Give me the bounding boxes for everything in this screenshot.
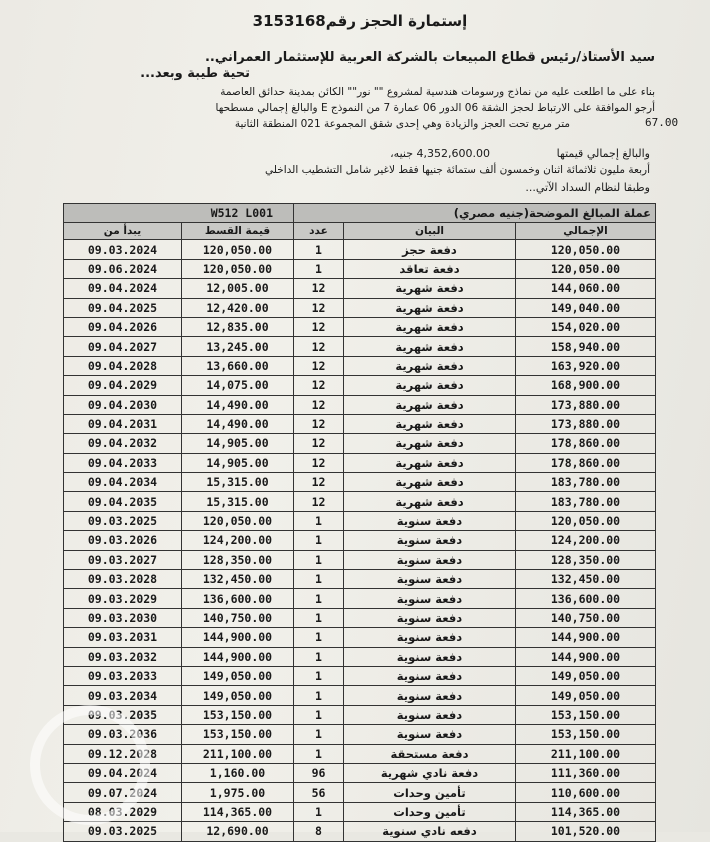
total-cell: 154,020.00 (516, 317, 656, 336)
form-title: إستمارة الحجز رقم3153168 (252, 12, 468, 30)
start-date-cell: 09.12.2028 (64, 744, 182, 763)
count-cell: 1 (294, 608, 344, 627)
count-cell: 1 (294, 647, 344, 666)
unit-codes: W512 L001 (64, 204, 294, 223)
start-date-cell: 09.04.2028 (64, 356, 182, 375)
start-date-cell: 09.03.2024 (64, 240, 182, 259)
installment-cell: 211,100.00 (182, 744, 294, 763)
installment-cell: 120,050.00 (182, 240, 294, 259)
count-cell: 1 (294, 511, 344, 530)
description-cell: دفعة سنوية (344, 705, 516, 724)
start-date-cell: 09.04.2030 (64, 395, 182, 414)
count-cell: 12 (294, 414, 344, 433)
table-row (64, 589, 656, 608)
installment-cell: 1,160.00 (182, 763, 294, 782)
description-cell: دفعة حجز (344, 240, 516, 259)
description-cell: دفعة شهرية (344, 453, 516, 472)
installment-cell: 149,050.00 (182, 686, 294, 705)
start-date-cell: 09.04.2025 (64, 298, 182, 317)
start-date-cell: 09.03.2036 (64, 725, 182, 744)
table-row (64, 783, 656, 802)
table-row (64, 628, 656, 647)
letter-line-2: أرجو الموافقة على الارتباط لحجز الشقة 06 الدور 06 عمارة 7 من النموذج E والبالغ إجمالي مسطحها (215, 102, 655, 114)
count-cell: 1 (294, 570, 344, 589)
total-cell: 101,520.00 (516, 822, 656, 841)
installment-cell: 132,450.00 (182, 570, 294, 589)
start-date-cell: 09.04.2024 (64, 279, 182, 298)
table-row (64, 279, 656, 298)
currency-caption: عملة المبالغ الموضحة(جنيه مصري) (294, 204, 656, 223)
description-cell: تأمين وحدات (344, 802, 516, 821)
description-cell: دفعة شهرية (344, 434, 516, 453)
start-date-cell: 09.03.2030 (64, 608, 182, 627)
header-description: البيان (344, 223, 516, 240)
table-row (64, 822, 656, 841)
count-cell: 12 (294, 356, 344, 375)
description-cell: دفعة مستحقة (344, 744, 516, 763)
table-row (64, 356, 656, 375)
start-date-cell: 09.04.2024 (64, 763, 182, 782)
watermark-logo (30, 705, 150, 825)
start-date-cell: 09.03.2026 (64, 531, 182, 550)
count-cell: 12 (294, 492, 344, 511)
description-cell: دفعة شهرية (344, 356, 516, 375)
total-cell: 183,780.00 (516, 492, 656, 511)
table-row (64, 802, 656, 821)
apartment-area: 67.00 (645, 116, 679, 129)
count-cell: 1 (294, 259, 344, 278)
header-total: الإجمالي (516, 223, 656, 240)
installment-cell: 15,315.00 (182, 492, 294, 511)
start-date-cell: 09.04.2035 (64, 492, 182, 511)
description-cell: دفعة سنوية (344, 725, 516, 744)
table-caption-row (64, 204, 656, 223)
payment-intro: وطبقا لنظام السداد الآتي... (525, 181, 650, 194)
total-cell: 149,050.00 (516, 666, 656, 685)
total-cell: 111,360.00 (516, 763, 656, 782)
table-row (64, 453, 656, 472)
start-date-cell: 09.03.2027 (64, 550, 182, 569)
description-cell: دفعة سنوية (344, 531, 516, 550)
total-cell: 128,350.00 (516, 550, 656, 569)
count-cell: 1 (294, 744, 344, 763)
start-date-cell: 09.04.2026 (64, 317, 182, 336)
letter-line-1: بناء على ما اطلعت عليه من نماذج ورسومات هندسية لمشروع "" نور"" الكائن بمدينة حدائق العاصمة (220, 86, 655, 98)
description-cell: دفعة سنوية (344, 686, 516, 705)
start-date-cell: 08.03.2029 (64, 802, 182, 821)
total-cell: 211,100.00 (516, 744, 656, 763)
count-cell: 12 (294, 317, 344, 336)
table-row (64, 240, 656, 259)
count-cell: 1 (294, 705, 344, 724)
start-date-cell: 09.03.2025 (64, 511, 182, 530)
installment-cell: 14,490.00 (182, 395, 294, 414)
description-cell: دفعة سنوية (344, 647, 516, 666)
start-date-cell: 09.03.2029 (64, 589, 182, 608)
installment-cell: 14,905.00 (182, 453, 294, 472)
total-cell: 153,150.00 (516, 705, 656, 724)
count-cell: 1 (294, 628, 344, 647)
total-cell: 124,200.00 (516, 531, 656, 550)
start-date-cell: 09.03.2031 (64, 628, 182, 647)
description-cell: دفعة شهرية (344, 317, 516, 336)
description-cell: دفعة شهرية (344, 298, 516, 317)
start-date-cell: 09.07.2024 (64, 783, 182, 802)
salutation-line: سيد الأستاذ/رئيس قطاع المبيعات بالشركة العربية للإستثمار العمراني.. (204, 50, 655, 65)
installment-cell: 136,600.00 (182, 589, 294, 608)
start-date-cell: 09.06.2024 (64, 259, 182, 278)
start-date-cell: 09.03.2034 (64, 686, 182, 705)
start-date-cell: 09.04.2027 (64, 337, 182, 356)
installment-cell: 128,350.00 (182, 550, 294, 569)
total-cell: 120,050.00 (516, 259, 656, 278)
table-row (64, 317, 656, 336)
total-cell: 120,050.00 (516, 240, 656, 259)
count-cell: 1 (294, 666, 344, 685)
count-cell: 12 (294, 298, 344, 317)
greeting-line: تحية طيبة وبعد... (140, 66, 250, 81)
start-date-cell: 09.04.2034 (64, 473, 182, 492)
count-cell: 1 (294, 589, 344, 608)
table-row (64, 744, 656, 763)
description-cell: دفعة سنوية (344, 608, 516, 627)
total-cell: 132,450.00 (516, 570, 656, 589)
installment-cell: 14,490.00 (182, 414, 294, 433)
count-cell: 12 (294, 395, 344, 414)
total-cell: 110,600.00 (516, 783, 656, 802)
count-cell: 12 (294, 473, 344, 492)
table-row (64, 763, 656, 782)
description-cell: دفعه نادي سنوية (344, 822, 516, 841)
start-date-cell: 09.04.2032 (64, 434, 182, 453)
installment-cell: 14,905.00 (182, 434, 294, 453)
description-cell: دفعة تعاقد (344, 259, 516, 278)
description-cell: دفعة شهرية (344, 395, 516, 414)
count-cell: 12 (294, 453, 344, 472)
start-date-cell: 09.04.2029 (64, 376, 182, 395)
installment-cell: 114,365.00 (182, 802, 294, 821)
table-row (64, 570, 656, 589)
table-row (64, 434, 656, 453)
installment-cell: 153,150.00 (182, 725, 294, 744)
description-cell: دفعة شهرية (344, 414, 516, 433)
total-cell: 144,900.00 (516, 628, 656, 647)
count-cell: 1 (294, 240, 344, 259)
total-cell: 168,900.00 (516, 376, 656, 395)
description-cell: دفعة شهرية (344, 279, 516, 298)
total-cell: 153,150.00 (516, 725, 656, 744)
count-cell: 12 (294, 376, 344, 395)
description-cell: دفعة سنوية (344, 570, 516, 589)
count-cell: 12 (294, 434, 344, 453)
description-cell: دفعة سنوية (344, 589, 516, 608)
count-cell: 12 (294, 279, 344, 298)
installment-cell: 120,050.00 (182, 511, 294, 530)
installment-cell: 140,750.00 (182, 608, 294, 627)
installment-cell: 149,050.00 (182, 666, 294, 685)
total-cell: 178,860.00 (516, 453, 656, 472)
description-cell: دفعة شهرية (344, 376, 516, 395)
table-row (64, 608, 656, 627)
installment-cell: 13,245.00 (182, 337, 294, 356)
table-row (64, 337, 656, 356)
installment-cell: 124,200.00 (182, 531, 294, 550)
total-cell: 140,750.00 (516, 608, 656, 627)
count-cell: 56 (294, 783, 344, 802)
table-row (64, 414, 656, 433)
start-date-cell: 09.04.2031 (64, 414, 182, 433)
total-cell: 149,050.00 (516, 686, 656, 705)
header-start: يبدأ من (64, 223, 182, 240)
header-count: عدد (294, 223, 344, 240)
total-label: والبالغ إجمالي قيمتها (556, 147, 650, 160)
description-cell: دفعة شهرية (344, 473, 516, 492)
header-installment: قيمة القسط (182, 223, 294, 240)
total-cell: 144,060.00 (516, 279, 656, 298)
table-row (64, 473, 656, 492)
table-header-row (64, 223, 656, 240)
description-cell: دفعة شهرية (344, 337, 516, 356)
installment-cell: 120,050.00 (182, 259, 294, 278)
total-cell: 163,920.00 (516, 356, 656, 375)
installment-cell: 12,420.00 (182, 298, 294, 317)
total-value: 4,352,600.00 جنيه، (390, 147, 490, 160)
installment-cell: 12,690.00 (182, 822, 294, 841)
table-row (64, 376, 656, 395)
installment-cell: 12,005.00 (182, 279, 294, 298)
total-in-words: أربعة مليون ثلاثمائة اثنان وخمسون ألف ستمائة جنيها فقط لاغير شامل التشطيب الداخلي (264, 164, 650, 176)
count-cell: 1 (294, 550, 344, 569)
total-cell: 120,050.00 (516, 511, 656, 530)
start-date-cell: 09.03.2032 (64, 647, 182, 666)
total-cell: 114,365.00 (516, 802, 656, 821)
installment-cell: 12,835.00 (182, 317, 294, 336)
start-date-cell: 09.03.2028 (64, 570, 182, 589)
start-date-cell: 09.03.2025 (64, 822, 182, 841)
description-cell: تأمين وحدات (344, 783, 516, 802)
table-row (64, 647, 656, 666)
installment-cell: 1,975.00 (182, 783, 294, 802)
table-row (64, 666, 656, 685)
count-cell: 1 (294, 531, 344, 550)
total-cell: 173,880.00 (516, 395, 656, 414)
total-cell: 173,880.00 (516, 414, 656, 433)
installment-cell: 14,075.00 (182, 376, 294, 395)
table-row (64, 686, 656, 705)
installment-cell: 15,315.00 (182, 473, 294, 492)
table-row (64, 550, 656, 569)
total-cell: 183,780.00 (516, 473, 656, 492)
description-cell: دفعة سنوية (344, 511, 516, 530)
installment-cell: 144,900.00 (182, 628, 294, 647)
installment-cell: 144,900.00 (182, 647, 294, 666)
count-cell: 8 (294, 822, 344, 841)
table-row (64, 511, 656, 530)
table-row (64, 259, 656, 278)
total-cell: 144,900.00 (516, 647, 656, 666)
description-cell: دفعة سنوية (344, 550, 516, 569)
payment-schedule-table (63, 203, 656, 842)
total-cell: 158,940.00 (516, 337, 656, 356)
installment-cell: 13,660.00 (182, 356, 294, 375)
description-cell: دفعة سنوية (344, 628, 516, 647)
start-date-cell: 09.04.2033 (64, 453, 182, 472)
table-row (64, 395, 656, 414)
description-cell: دفعة شهرية (344, 492, 516, 511)
count-cell: 1 (294, 725, 344, 744)
count-cell: 1 (294, 686, 344, 705)
description-cell: دفعة سنوية (344, 666, 516, 685)
count-cell: 1 (294, 802, 344, 821)
description-cell: دفعة نادي شهرية (344, 763, 516, 782)
total-cell: 149,040.00 (516, 298, 656, 317)
start-date-cell: 09.03.2035 (64, 705, 182, 724)
table-row (64, 531, 656, 550)
total-cell: 136,600.00 (516, 589, 656, 608)
table-row (64, 705, 656, 724)
table-row (64, 725, 656, 744)
start-date-cell: 09.03.2033 (64, 666, 182, 685)
table-row (64, 492, 656, 511)
count-cell: 12 (294, 337, 344, 356)
installment-cell: 153,150.00 (182, 705, 294, 724)
table-row (64, 298, 656, 317)
total-cell: 178,860.00 (516, 434, 656, 453)
count-cell: 96 (294, 763, 344, 782)
letter-line-3: متر مربع تحت العجز والزيادة وهي إحدى شقق المجموعة 021 المنطقة الثانية (234, 118, 570, 130)
